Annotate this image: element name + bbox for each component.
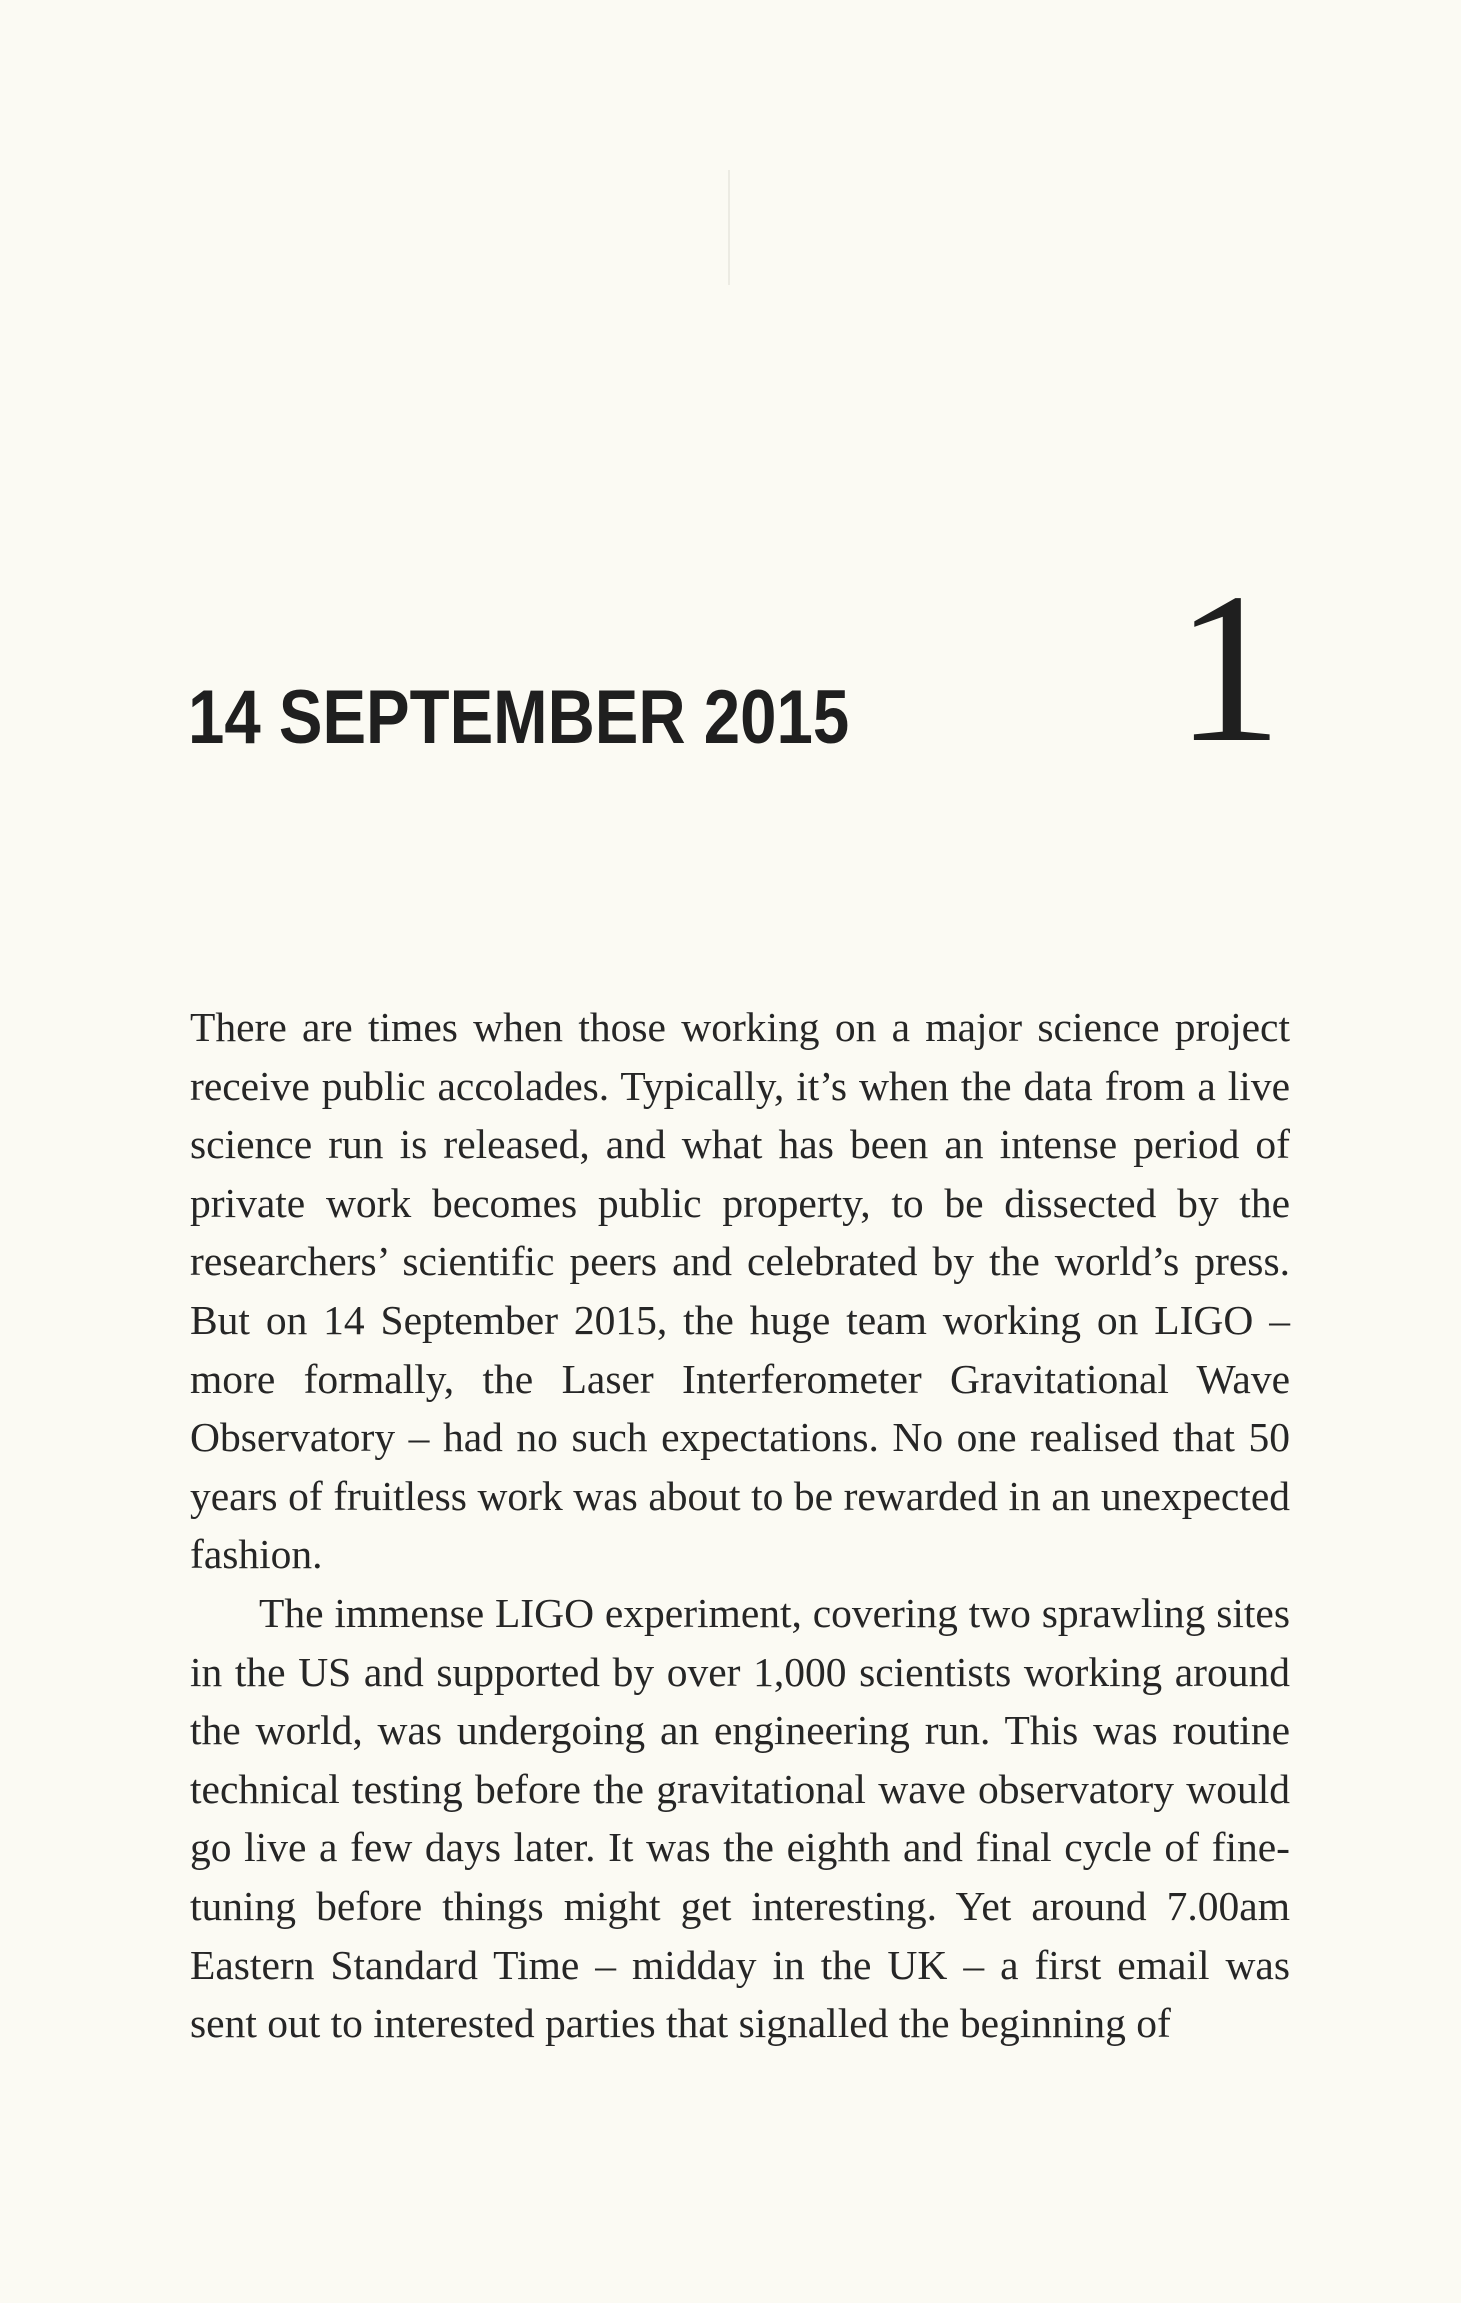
chapter-title: 14 SEPTEMBER 2015 xyxy=(188,675,850,760)
body-text xyxy=(190,998,1290,2053)
scan-artifact xyxy=(728,170,730,285)
chapter-number: 1 xyxy=(1175,548,1283,787)
paragraph: The immense LIGO experiment, covering two sprawling sites in the US and supported by over 1,000 scientists working around the world, was undergoing an engineering run. This was routine technical testing before the gravitational wave observatory would go live a few days later. It was the eighth and final cycle of fine-tuning before things might get interesting. Yet around 7.00am Eastern Standard Time – midday in the UK – a first email was sent out to interested parties that signalled the beginning of xyxy=(190,1589,1290,2047)
paragraph: There are times when those working on a major science project receive public accolades. Typically, it’s when the data from a live science run is released, and what has been an intense period of private work becomes public property, to be dissected by the researchers’ scientific peers and celebrated by the world’s press. But on 14 September 2015, the huge team working on LIGO – more formally, the Laser Interferometer Gravitational Wave Observatory – had no such expectations. No one realised that 50 years of fruitless work was about to be rewarded in an unexpected fashion. xyxy=(190,1004,1290,1578)
